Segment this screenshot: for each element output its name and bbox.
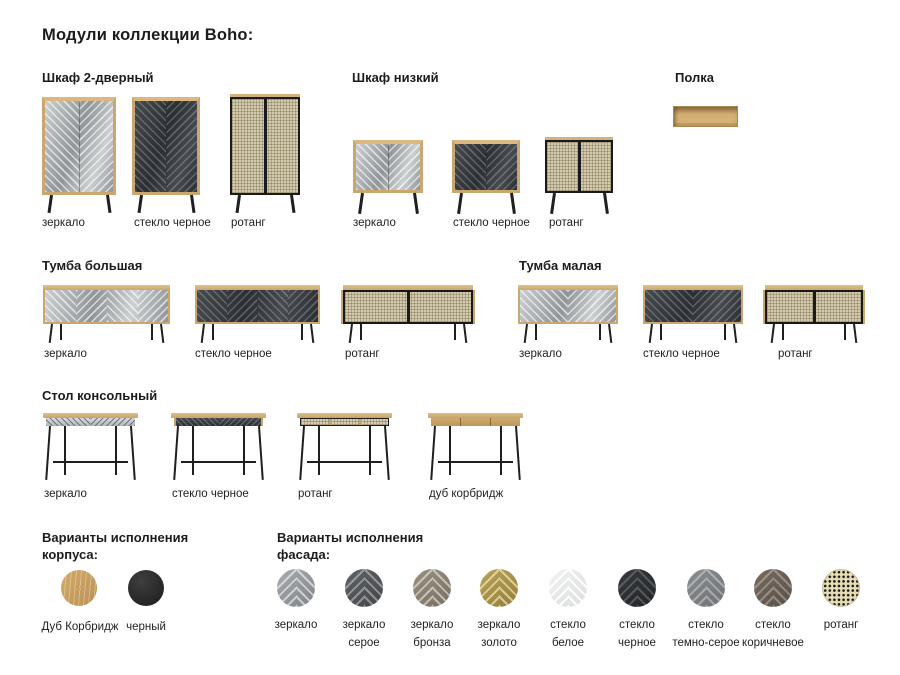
console-table-oak-corbridge <box>428 413 523 480</box>
furniture-leg <box>160 324 164 343</box>
furniture-leg <box>457 193 462 214</box>
table-leg <box>45 426 51 480</box>
furniture-leg <box>413 193 418 214</box>
swatch-label <box>672 616 739 652</box>
sideboard-small-mirror <box>518 285 618 324</box>
table-leg <box>449 426 451 475</box>
table-stretcher <box>181 461 256 463</box>
furniture-leg <box>550 193 555 214</box>
facade-options-title-line1: Варианты исполнения <box>277 530 424 545</box>
furniture-leg <box>60 324 62 340</box>
furniture-leg <box>660 324 662 340</box>
table-apron-rattan <box>300 418 389 426</box>
console-table-rattan <box>297 413 392 480</box>
swatch-facade-glass-white <box>549 569 587 607</box>
facade-options-title-line2: фасада: <box>277 547 331 562</box>
furniture-leg <box>599 324 601 340</box>
table-stretcher <box>307 461 382 463</box>
table-stretcher <box>438 461 513 463</box>
sideboard-large-mirror <box>43 285 170 324</box>
cabinet-low-rattan <box>545 140 613 193</box>
sideboard-front-mirror <box>518 290 618 324</box>
furniture-leg <box>771 324 775 343</box>
furniture-leg <box>236 195 241 213</box>
swatch-label <box>618 616 656 652</box>
sideboard-front-rattan <box>343 290 473 324</box>
furniture-leg <box>358 193 363 214</box>
swatch-label <box>478 616 521 652</box>
table-leg <box>243 426 245 475</box>
swatch-label-line2: темно-серое <box>672 637 740 649</box>
furniture-leg <box>844 324 846 340</box>
cabinet-low-mirror <box>353 140 423 193</box>
table-apron-oak <box>431 418 520 426</box>
table-leg <box>500 426 502 475</box>
swatch-label <box>343 616 386 652</box>
cabinet-front-mirror <box>42 97 116 195</box>
swatch-facade-mirror-gold <box>480 569 518 607</box>
variant-label: ротанг <box>298 488 333 500</box>
swatch-label <box>742 616 804 652</box>
table-leg <box>258 426 264 480</box>
swatch-label-line1: зеркало <box>274 619 318 631</box>
swatch-label-line2: коричневое <box>742 637 804 649</box>
variant-label: зеркало <box>42 217 85 229</box>
cabinet-2door-black-glass <box>132 97 200 195</box>
cabinet-front-rattan <box>230 97 300 195</box>
variant-label: стекло черное <box>172 488 249 500</box>
swatch-facade-glass-black <box>618 569 656 607</box>
furniture-leg <box>360 324 362 340</box>
table-apron-black-glass <box>174 418 263 426</box>
cabinet-low-black-glass <box>452 140 520 193</box>
furniture-leg <box>106 195 111 213</box>
sideboard-front-black-glass <box>643 290 743 324</box>
sideboard-front-black-glass <box>195 290 320 324</box>
cabinet-front-rattan <box>545 140 613 193</box>
table-leg <box>430 426 436 480</box>
sideboard-front-mirror <box>43 290 170 324</box>
cabinet-2door-rattan <box>230 97 300 195</box>
swatch-facade-mirror-gray <box>345 569 383 607</box>
swatch-facade-mirror-bronze <box>413 569 451 607</box>
table-stretcher <box>53 461 128 463</box>
variant-label: ротанг <box>778 348 813 360</box>
sideboard-small-black-glass <box>643 285 743 324</box>
furniture-leg <box>724 324 726 340</box>
variant-label: ротанг <box>231 217 266 229</box>
table-leg <box>384 426 390 480</box>
furniture-leg <box>510 193 515 214</box>
variant-label: зеркало <box>44 488 87 500</box>
swatch-label <box>411 616 454 652</box>
furniture-leg <box>733 324 737 343</box>
variant-label: стекло черное <box>643 348 720 360</box>
swatch-label-line1: ротанг <box>823 619 859 631</box>
variant-label: зеркало <box>353 217 396 229</box>
furniture-leg <box>190 195 195 213</box>
section-title-shelf: Полка <box>675 70 714 85</box>
swatch-label-line1: стекло <box>619 619 655 631</box>
swatch-label-line2: бронза <box>413 637 451 649</box>
variant-label: ротанг <box>549 217 584 229</box>
sideboard-large-rattan <box>343 285 473 324</box>
section-title-cabinet-low: Шкаф низкий <box>352 70 439 85</box>
table-leg <box>115 426 117 475</box>
swatch-label <box>275 616 318 634</box>
table-leg <box>173 426 179 480</box>
swatch-body-black <box>128 570 164 606</box>
cabinet-front-black-glass <box>132 97 200 195</box>
furniture-leg <box>463 324 467 343</box>
sideboard-front-rattan <box>765 290 863 324</box>
cabinet-2door-mirror <box>42 97 116 195</box>
swatch-label: черный <box>126 621 166 633</box>
table-apron-mirror <box>46 418 135 426</box>
console-table-black-glass <box>171 413 266 480</box>
furniture-leg <box>48 195 53 213</box>
swatch-label-line1: стекло <box>550 619 586 631</box>
variant-label: ротанг <box>345 348 380 360</box>
swatch-label <box>824 616 859 634</box>
section-title-sideboard-small: Тумба малая <box>519 258 602 273</box>
page-title: Модули коллекции Boho: <box>42 26 254 44</box>
swatch-facade-glass-brown <box>754 569 792 607</box>
body-options-title-line1: Варианты исполнения <box>42 530 189 545</box>
sideboard-small-rattan <box>765 285 863 324</box>
furniture-leg <box>603 193 608 214</box>
table-leg <box>369 426 371 475</box>
swatch-label-line1: зеркало <box>342 619 386 631</box>
cabinet-front-mirror <box>353 140 423 193</box>
swatch-facade-rattan <box>822 569 860 607</box>
table-leg <box>192 426 194 475</box>
table-leg <box>318 426 320 475</box>
swatch-body-oak-corbridge <box>61 570 97 606</box>
variant-label: стекло черное <box>195 348 272 360</box>
swatch-facade-mirror <box>277 569 315 607</box>
section-title-facade-options <box>277 529 467 563</box>
swatch-label-line2: черное <box>618 637 656 649</box>
furniture-leg <box>290 195 295 213</box>
furniture-leg <box>349 324 353 343</box>
console-table-mirror <box>43 413 138 480</box>
furniture-leg <box>535 324 537 340</box>
variant-label: стекло черное <box>134 217 211 229</box>
section-title-cabinet-2door: Шкаф 2-дверный <box>42 70 154 85</box>
variant-label: зеркало <box>519 348 562 360</box>
furniture-leg <box>212 324 214 340</box>
table-leg <box>299 426 305 480</box>
furniture-leg <box>649 324 653 343</box>
furniture-leg <box>151 324 153 340</box>
table-leg <box>515 426 521 480</box>
wall-shelf <box>673 106 738 127</box>
furniture-leg <box>310 324 314 343</box>
swatch-label-line2: серое <box>348 637 380 649</box>
swatch-facade-glass-dark-gray <box>687 569 725 607</box>
swatch-label-line1: зеркало <box>477 619 521 631</box>
furniture-leg <box>201 324 205 343</box>
swatch-label-line1: зеркало <box>410 619 454 631</box>
swatch-label-line1: стекло <box>755 619 791 631</box>
swatch-label: Дуб Корбридж <box>41 621 119 633</box>
variant-label: дуб корбридж <box>429 488 504 500</box>
furniture-leg <box>49 324 53 343</box>
furniture-leg <box>608 324 612 343</box>
furniture-leg <box>454 324 456 340</box>
variant-label: зеркало <box>44 348 87 360</box>
furniture-leg <box>782 324 784 340</box>
section-title-console-table: Стол консольный <box>42 388 158 403</box>
furniture-leg <box>301 324 303 340</box>
section-title-body-options <box>42 529 232 563</box>
swatch-label <box>550 616 586 652</box>
variant-label: стекло черное <box>453 217 530 229</box>
furniture-leg <box>524 324 528 343</box>
body-options-title-line2: корпуса: <box>42 547 98 562</box>
cabinet-front-black-glass <box>452 140 520 193</box>
sideboard-large-black-glass <box>195 285 320 324</box>
furniture-leg <box>138 195 143 213</box>
swatch-label-line1: стекло <box>688 619 724 631</box>
table-leg <box>130 426 136 480</box>
furniture-leg <box>853 324 857 343</box>
section-title-sideboard-large: Тумба большая <box>42 258 143 273</box>
swatch-label-line2: золото <box>481 637 517 649</box>
swatch-label-line2: белое <box>551 637 585 649</box>
table-leg <box>64 426 66 475</box>
